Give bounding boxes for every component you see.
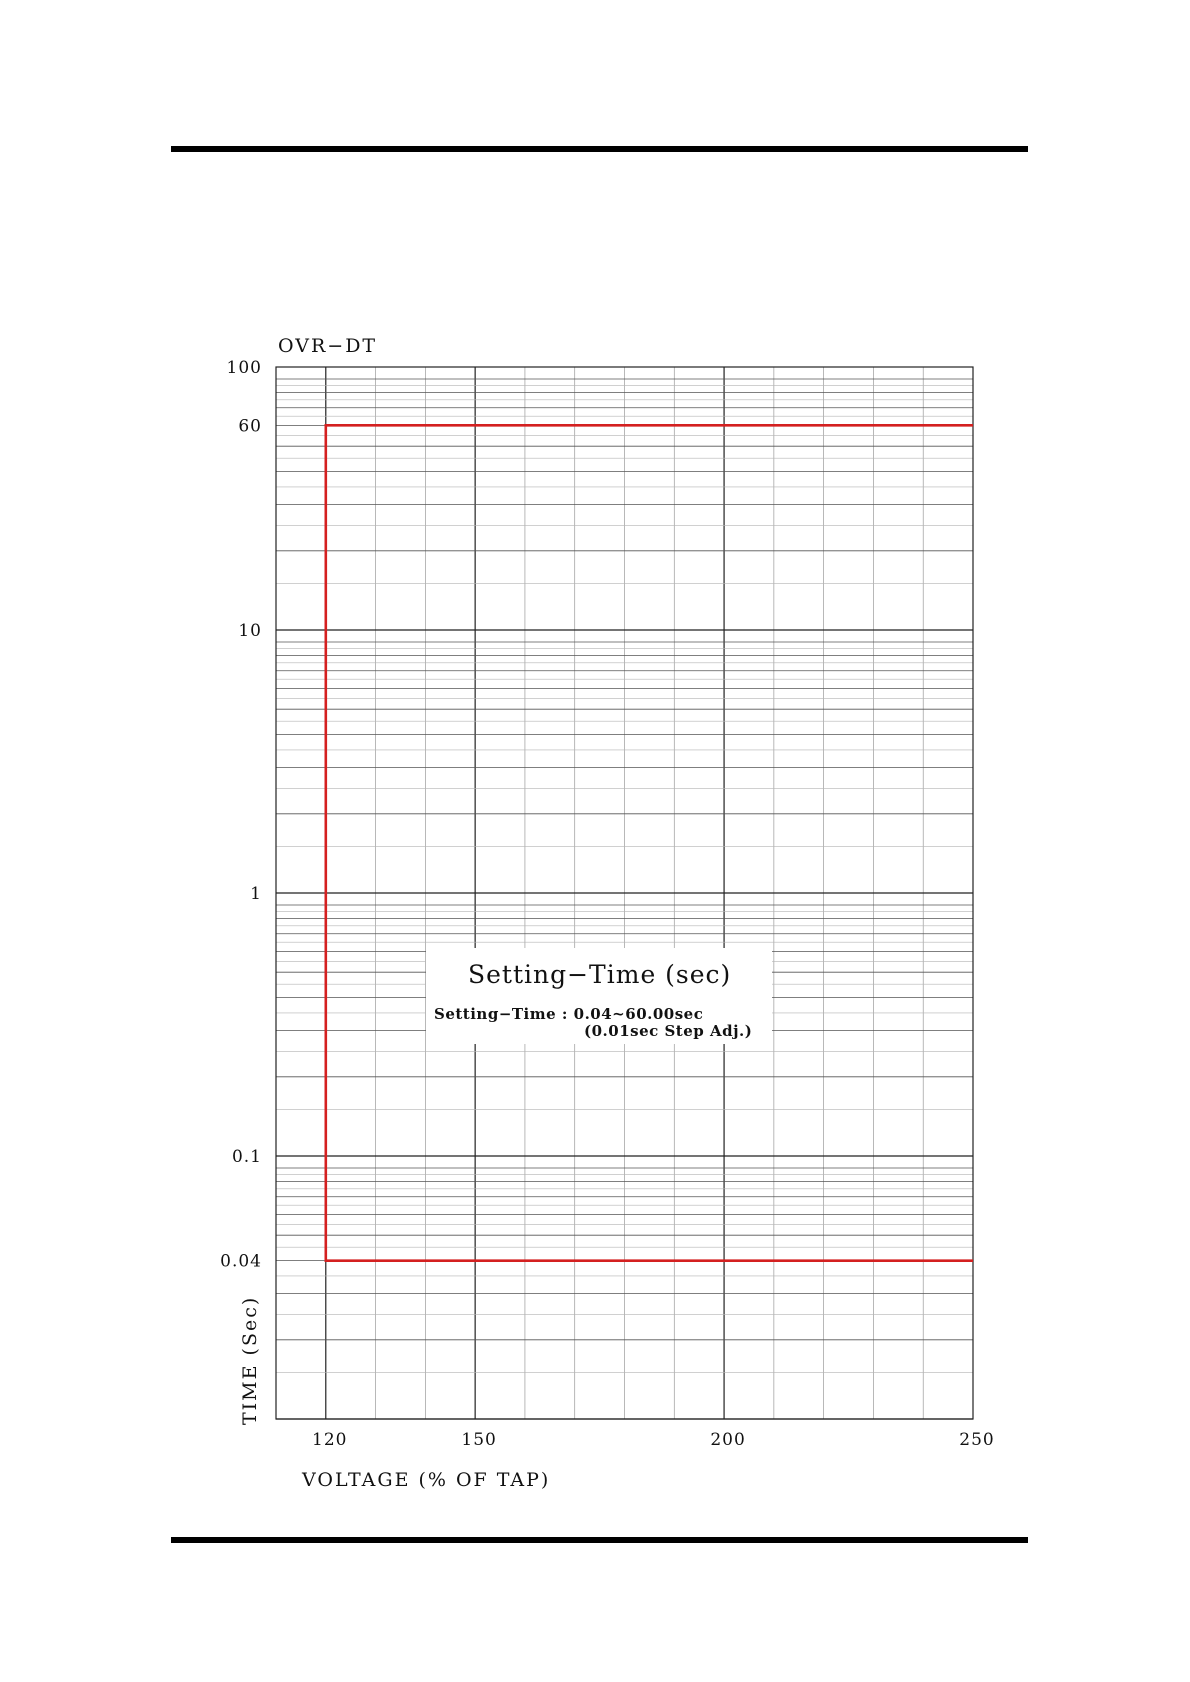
x-tick-label: 200: [710, 1430, 746, 1450]
y-axis-title: TIME (Sec): [239, 1295, 261, 1425]
note-title: Setting−Time (sec): [468, 960, 732, 989]
y-tick-label: 60: [238, 416, 262, 437]
x-tick-label: 120: [312, 1430, 348, 1450]
tick-labels: [220, 358, 995, 1450]
y-tick-label: 0.1: [231, 1147, 262, 1167]
y-tick-label: 0.04: [220, 1251, 262, 1272]
note-range-text: Setting−Time : 0.04~60.00sec: [434, 1005, 704, 1023]
x-tick-label: 150: [461, 1430, 497, 1450]
y-tick-label: 10: [238, 621, 262, 641]
x-axis-title: VOLTAGE (% OF TAP): [302, 1469, 551, 1491]
note-step-text: (0.01sec Step Adj.): [584, 1022, 753, 1040]
setting-time-note: [426, 948, 772, 1044]
y-tick-label: 1: [250, 884, 262, 904]
x-tick-label: 250: [959, 1430, 995, 1450]
y-tick-label: 100: [226, 358, 262, 378]
chart-title: OVR−DT: [278, 335, 378, 357]
